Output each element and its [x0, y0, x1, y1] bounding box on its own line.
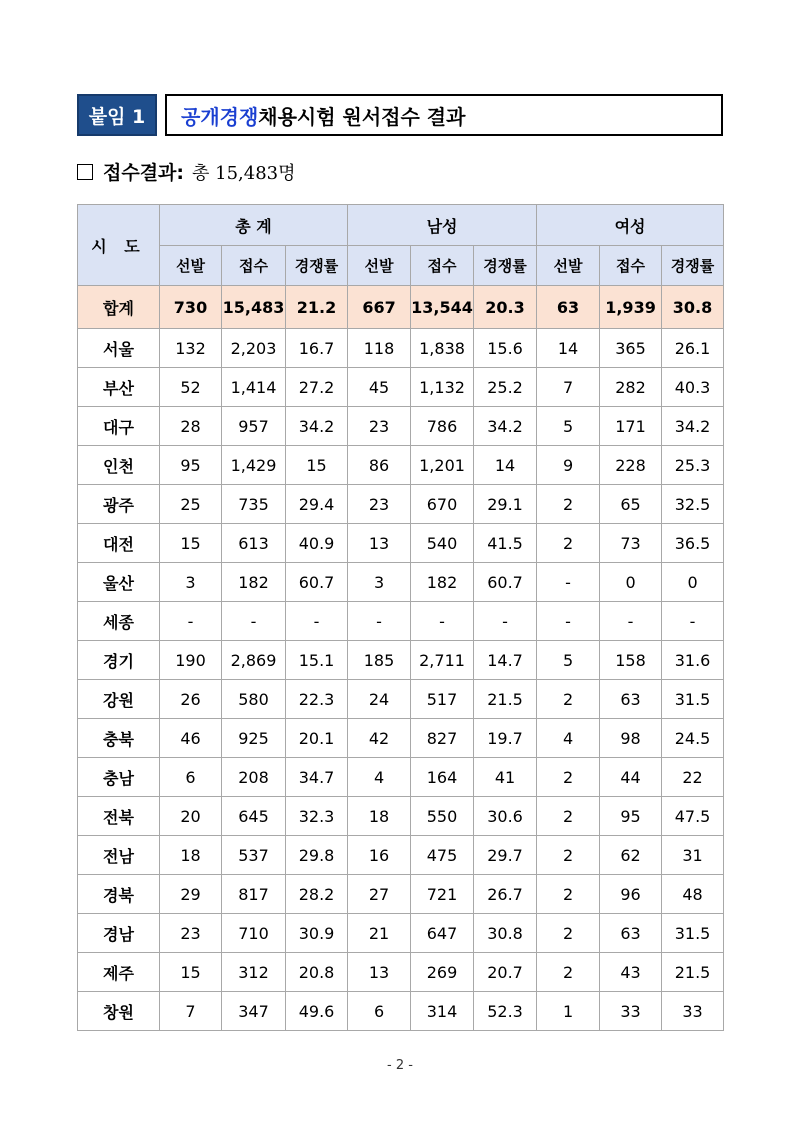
value-cell: 540 — [411, 524, 474, 563]
value-cell: 33 — [600, 992, 662, 1031]
value-cell: 3 — [348, 563, 411, 602]
value-cell: 6 — [348, 992, 411, 1031]
value-cell: 15.6 — [474, 329, 537, 368]
value-cell: 29.1 — [474, 485, 537, 524]
value-cell: 63 — [537, 286, 600, 329]
value-cell: 2 — [537, 524, 600, 563]
table-row — [78, 680, 724, 719]
value-cell: 9 — [537, 446, 600, 485]
table-row — [78, 836, 724, 875]
title-rest: 채용시험 원서접수 결과 — [258, 104, 466, 129]
value-cell: 158 — [600, 641, 662, 680]
value-cell: 48 — [662, 875, 724, 914]
value-cell: 4 — [348, 758, 411, 797]
value-cell: 30.6 — [474, 797, 537, 836]
value-cell: 98 — [600, 719, 662, 758]
value-cell: 45 — [348, 368, 411, 407]
value-cell: - — [160, 602, 222, 641]
subheader-cell: 경쟁률 — [286, 246, 348, 286]
value-cell: 15 — [160, 524, 222, 563]
value-cell: 1,429 — [222, 446, 286, 485]
value-cell: 269 — [411, 953, 474, 992]
value-cell: 2 — [537, 836, 600, 875]
value-cell: 2,711 — [411, 641, 474, 680]
value-cell: 25.2 — [474, 368, 537, 407]
table-row — [78, 524, 724, 563]
value-cell: 1,414 — [222, 368, 286, 407]
table-row — [78, 875, 724, 914]
value-cell: 6 — [160, 758, 222, 797]
value-cell: 925 — [222, 719, 286, 758]
value-cell: 15,483 — [222, 286, 286, 329]
value-cell: - — [537, 602, 600, 641]
value-cell: 30.8 — [474, 914, 537, 953]
value-cell: 21 — [348, 914, 411, 953]
region-cell: 전북 — [78, 797, 160, 836]
region-cell: 창원 — [78, 992, 160, 1031]
checkbox-icon — [77, 164, 93, 180]
value-cell: 29.7 — [474, 836, 537, 875]
subheader-cell: 경쟁률 — [662, 246, 724, 286]
value-cell: 29.8 — [286, 836, 348, 875]
value-cell: 182 — [222, 563, 286, 602]
value-cell: 2 — [537, 680, 600, 719]
region-cell: 대전 — [78, 524, 160, 563]
value-cell: - — [348, 602, 411, 641]
title-accent: 공개경쟁 — [181, 104, 259, 129]
table-body — [78, 286, 724, 1031]
results-table — [77, 204, 724, 1031]
value-cell: 827 — [411, 719, 474, 758]
value-cell: 20.1 — [286, 719, 348, 758]
subheader-cell: 접수 — [222, 246, 286, 286]
region-cell: 인천 — [78, 446, 160, 485]
value-cell: 25.3 — [662, 446, 724, 485]
table-row — [78, 992, 724, 1031]
value-cell: 5 — [537, 641, 600, 680]
value-cell: 23 — [348, 407, 411, 446]
table-row — [78, 329, 724, 368]
value-cell: 31 — [662, 836, 724, 875]
subheader-cell: 선발 — [348, 246, 411, 286]
value-cell: 18 — [160, 836, 222, 875]
value-cell: 22.3 — [286, 680, 348, 719]
value-cell: 21.5 — [474, 680, 537, 719]
value-cell: 96 — [600, 875, 662, 914]
value-cell: 20.8 — [286, 953, 348, 992]
value-cell: 46 — [160, 719, 222, 758]
subheader-cell: 선발 — [160, 246, 222, 286]
value-cell: 0 — [662, 563, 724, 602]
region-cell: 충남 — [78, 758, 160, 797]
value-cell: 86 — [348, 446, 411, 485]
value-cell: 208 — [222, 758, 286, 797]
value-cell: 2,203 — [222, 329, 286, 368]
value-cell: 60.7 — [286, 563, 348, 602]
value-cell: 30.9 — [286, 914, 348, 953]
attachment-tag: 붙임 1 — [77, 94, 157, 136]
value-cell: 580 — [222, 680, 286, 719]
value-cell: 647 — [411, 914, 474, 953]
region-cell: 충북 — [78, 719, 160, 758]
value-cell: 29 — [160, 875, 222, 914]
value-cell: 24.5 — [662, 719, 724, 758]
value-cell: 190 — [160, 641, 222, 680]
table-row — [78, 797, 724, 836]
value-cell: 2 — [537, 797, 600, 836]
value-cell: 314 — [411, 992, 474, 1031]
value-cell: 49.6 — [286, 992, 348, 1031]
value-cell: 2 — [537, 914, 600, 953]
value-cell: 34.7 — [286, 758, 348, 797]
value-cell: 95 — [160, 446, 222, 485]
value-cell: 43 — [600, 953, 662, 992]
region-cell: 광주 — [78, 485, 160, 524]
value-cell: - — [537, 563, 600, 602]
value-cell: 52 — [160, 368, 222, 407]
value-cell: 645 — [222, 797, 286, 836]
value-cell: - — [286, 602, 348, 641]
value-cell: 4 — [537, 719, 600, 758]
value-cell: 63 — [600, 914, 662, 953]
value-cell: 347 — [222, 992, 286, 1031]
value-cell: 40.3 — [662, 368, 724, 407]
subheader-row — [78, 246, 724, 286]
value-cell: 14 — [474, 446, 537, 485]
value-cell: 31.5 — [662, 914, 724, 953]
summary-value: 총 15,483명 — [192, 162, 296, 184]
subheader-cell: 선발 — [537, 246, 600, 286]
value-cell: 537 — [222, 836, 286, 875]
value-cell: 0 — [600, 563, 662, 602]
total-row — [78, 286, 724, 329]
value-cell: 365 — [600, 329, 662, 368]
region-cell: 합계 — [78, 286, 160, 329]
value-cell: 27 — [348, 875, 411, 914]
group-header-male: 남성 — [348, 205, 537, 246]
value-cell: 16 — [348, 836, 411, 875]
value-cell: 29.4 — [286, 485, 348, 524]
value-cell: 312 — [222, 953, 286, 992]
region-cell: 전남 — [78, 836, 160, 875]
value-cell: - — [474, 602, 537, 641]
value-cell: 62 — [600, 836, 662, 875]
subheader-cell: 접수 — [411, 246, 474, 286]
value-cell: 52.3 — [474, 992, 537, 1031]
value-cell: 63 — [600, 680, 662, 719]
value-cell: 26.7 — [474, 875, 537, 914]
value-cell: 21.5 — [662, 953, 724, 992]
value-cell: 2 — [537, 485, 600, 524]
region-column-header: 시 도 — [78, 205, 160, 286]
table-row — [78, 641, 724, 680]
value-cell: 667 — [348, 286, 411, 329]
value-cell: 34.2 — [474, 407, 537, 446]
region-cell: 경남 — [78, 914, 160, 953]
region-cell: 경북 — [78, 875, 160, 914]
value-cell: 42 — [348, 719, 411, 758]
subheader-cell: 경쟁률 — [474, 246, 537, 286]
value-cell: 550 — [411, 797, 474, 836]
table-row — [78, 602, 724, 641]
value-cell: 28 — [160, 407, 222, 446]
value-cell: 20 — [160, 797, 222, 836]
value-cell: 3 — [160, 563, 222, 602]
region-cell: 강원 — [78, 680, 160, 719]
region-cell: 제주 — [78, 953, 160, 992]
value-cell: 1,201 — [411, 446, 474, 485]
summary-line — [77, 158, 296, 185]
value-cell: 60.7 — [474, 563, 537, 602]
region-cell: 세종 — [78, 602, 160, 641]
region-cell: 대구 — [78, 407, 160, 446]
value-cell: 1 — [537, 992, 600, 1031]
value-cell: 228 — [600, 446, 662, 485]
value-cell: 41.5 — [474, 524, 537, 563]
value-cell: 15 — [286, 446, 348, 485]
value-cell: 735 — [222, 485, 286, 524]
value-cell: 15.1 — [286, 641, 348, 680]
table-row — [78, 953, 724, 992]
value-cell: 28.2 — [286, 875, 348, 914]
value-cell: 41 — [474, 758, 537, 797]
summary-label: 접수결과: — [103, 162, 185, 184]
value-cell: 25 — [160, 485, 222, 524]
group-header-female: 여성 — [537, 205, 724, 246]
region-cell: 서울 — [78, 329, 160, 368]
value-cell: 613 — [222, 524, 286, 563]
value-cell: 14.7 — [474, 641, 537, 680]
value-cell: - — [600, 602, 662, 641]
value-cell: - — [662, 602, 724, 641]
value-cell: 23 — [348, 485, 411, 524]
value-cell: 19.7 — [474, 719, 537, 758]
subheader-cell: 접수 — [600, 246, 662, 286]
value-cell: 786 — [411, 407, 474, 446]
value-cell: 34.2 — [286, 407, 348, 446]
value-cell: 7 — [160, 992, 222, 1031]
value-cell: 40.9 — [286, 524, 348, 563]
value-cell: 31.5 — [662, 680, 724, 719]
value-cell: 24 — [348, 680, 411, 719]
value-cell: 185 — [348, 641, 411, 680]
value-cell: 32.5 — [662, 485, 724, 524]
value-cell: 2,869 — [222, 641, 286, 680]
value-cell: 33 — [662, 992, 724, 1031]
value-cell: 73 — [600, 524, 662, 563]
value-cell: 18 — [348, 797, 411, 836]
region-cell: 부산 — [78, 368, 160, 407]
value-cell: 475 — [411, 836, 474, 875]
value-cell: - — [222, 602, 286, 641]
value-cell: 182 — [411, 563, 474, 602]
value-cell: 13 — [348, 953, 411, 992]
value-cell: 30.8 — [662, 286, 724, 329]
value-cell: 31.6 — [662, 641, 724, 680]
value-cell: 14 — [537, 329, 600, 368]
value-cell: - — [411, 602, 474, 641]
value-cell: 2 — [537, 758, 600, 797]
value-cell: 118 — [348, 329, 411, 368]
table-row — [78, 563, 724, 602]
value-cell: 15 — [160, 953, 222, 992]
page-number: - 2 - — [387, 1058, 413, 1073]
table-row — [78, 719, 724, 758]
value-cell: 16.7 — [286, 329, 348, 368]
value-cell: 20.3 — [474, 286, 537, 329]
value-cell: 670 — [411, 485, 474, 524]
region-cell: 울산 — [78, 563, 160, 602]
value-cell: 282 — [600, 368, 662, 407]
group-header-total: 총 계 — [160, 205, 348, 246]
value-cell: 22 — [662, 758, 724, 797]
value-cell: 817 — [222, 875, 286, 914]
value-cell: 95 — [600, 797, 662, 836]
value-cell: 47.5 — [662, 797, 724, 836]
value-cell: 13,544 — [411, 286, 474, 329]
value-cell: 171 — [600, 407, 662, 446]
table-row — [78, 914, 724, 953]
value-cell: 721 — [411, 875, 474, 914]
value-cell: 730 — [160, 286, 222, 329]
value-cell: 27.2 — [286, 368, 348, 407]
table-row — [78, 368, 724, 407]
table-row — [78, 485, 724, 524]
table-row — [78, 758, 724, 797]
value-cell: 44 — [600, 758, 662, 797]
value-cell: 7 — [537, 368, 600, 407]
value-cell: 20.7 — [474, 953, 537, 992]
value-cell: 2 — [537, 875, 600, 914]
value-cell: 1,838 — [411, 329, 474, 368]
value-cell: 13 — [348, 524, 411, 563]
value-cell: 36.5 — [662, 524, 724, 563]
value-cell: 21.2 — [286, 286, 348, 329]
value-cell: 957 — [222, 407, 286, 446]
table-row — [78, 446, 724, 485]
value-cell: 65 — [600, 485, 662, 524]
document-title — [165, 94, 723, 136]
value-cell: 34.2 — [662, 407, 724, 446]
table-row — [78, 407, 724, 446]
value-cell: 164 — [411, 758, 474, 797]
attachment-title-bar — [77, 94, 723, 136]
value-cell: 26.1 — [662, 329, 724, 368]
value-cell: 1,132 — [411, 368, 474, 407]
value-cell: 26 — [160, 680, 222, 719]
value-cell: 5 — [537, 407, 600, 446]
value-cell: 1,939 — [600, 286, 662, 329]
value-cell: 32.3 — [286, 797, 348, 836]
value-cell: 2 — [537, 953, 600, 992]
region-cell: 경기 — [78, 641, 160, 680]
value-cell: 132 — [160, 329, 222, 368]
value-cell: 710 — [222, 914, 286, 953]
value-cell: 23 — [160, 914, 222, 953]
value-cell: 517 — [411, 680, 474, 719]
